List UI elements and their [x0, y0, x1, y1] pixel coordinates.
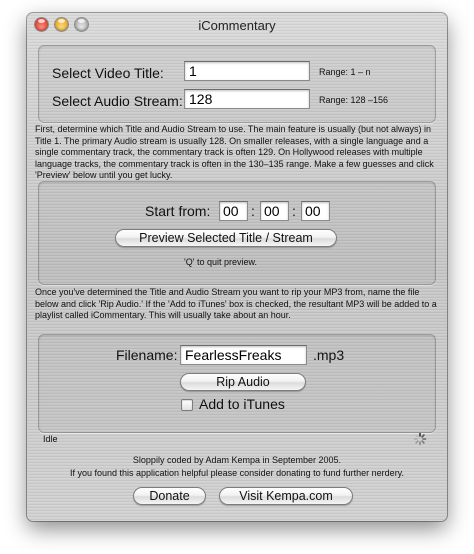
status-text: Idle: [43, 434, 58, 444]
start-seconds-input[interactable]: [301, 201, 330, 221]
app-window: [27, 13, 447, 521]
video-title-range: Range: 1 – n: [319, 67, 371, 77]
window-title: iCommentary: [198, 18, 276, 33]
selection-group: [38, 45, 436, 123]
donate-button[interactable]: Donate: [133, 487, 206, 505]
start-minutes-input[interactable]: [260, 201, 289, 221]
add-to-itunes-label[interactable]: Add to iTunes: [199, 396, 285, 412]
filename-label: Filename:: [116, 347, 178, 363]
time-separator: :: [292, 203, 296, 219]
start-from-label: Start from:: [145, 203, 211, 219]
preview-group: [38, 181, 436, 285]
video-title-input[interactable]: [184, 61, 310, 81]
audio-stream-range: Range: 128 –156: [319, 95, 389, 105]
rip-audio-button[interactable]: Rip Audio: [180, 373, 306, 391]
audio-stream-input[interactable]: [184, 89, 310, 109]
file-extension: .mp3: [313, 347, 345, 363]
visit-kempa-button[interactable]: Visit Kempa.com: [219, 487, 353, 505]
quit-preview-hint: 'Q' to quit preview.: [184, 257, 257, 267]
time-separator: :: [251, 203, 255, 219]
video-title-label: Select Video Title:: [52, 65, 164, 81]
preview-button[interactable]: Preview Selected Title / Stream: [115, 229, 337, 247]
start-hours-input[interactable]: [219, 201, 248, 221]
filename-input[interactable]: [180, 345, 307, 365]
add-to-itunes-checkbox[interactable]: [181, 399, 193, 411]
audio-stream-label: Select Audio Stream:: [52, 93, 183, 109]
credit-line-2: If you found this application helpful please consider donating to fund further nerdery.: [69, 468, 405, 478]
rip-group: [38, 334, 436, 433]
intro-text: First, determine which Title and Audio Stream to use. The main feature is usually (but not always) in Title 1. The primary Audio stream is usually 128. On smaller releases, with a single language and a single commentary track, the commentary track is often 129. On Hollywood releases with multiple language tracks, the commentary track is often in the 130–135 range. Make a few guesses and click 'Preview' below until you get lucky.: [35, 124, 434, 181]
title-bar[interactable]: [27, 13, 447, 37]
spinner-icon: [413, 432, 427, 446]
credit-line-1: Sloppily coded by Adam Kempa in September 2005.: [132, 455, 342, 465]
rip-instructions: Once you've determined the Title and Audio Stream you want to rip your MP3 from, name the file below and click 'Rip Audio.' If the 'Add to iTunes' box is checked, the resultant MP3 will be added to a playlist called iCommentary. This will usually take about an hour.: [35, 287, 437, 321]
